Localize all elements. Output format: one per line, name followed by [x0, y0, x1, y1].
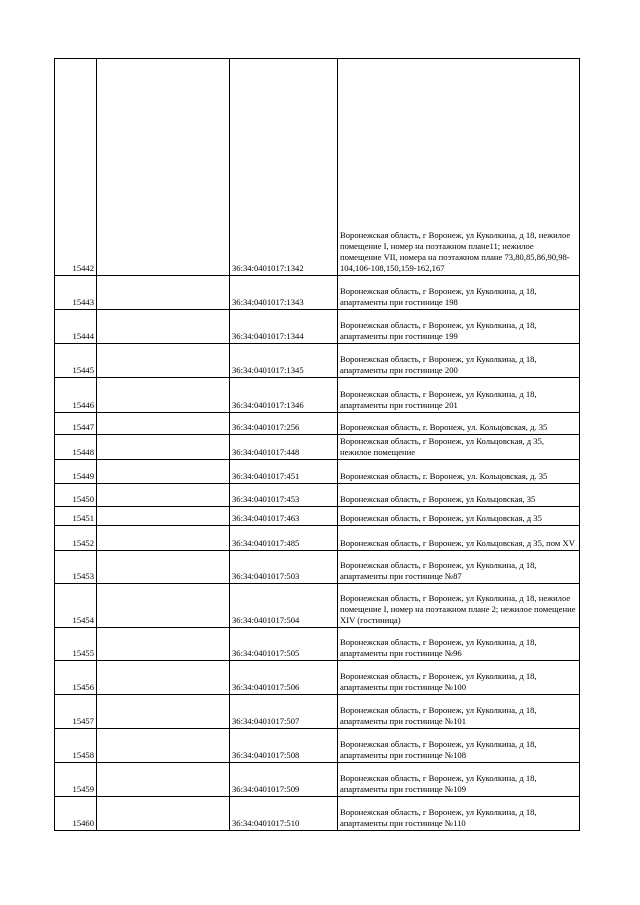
table-row [55, 435, 580, 460]
cadastral-number: 36:34:0401017:1344 [230, 310, 338, 344]
table-row [55, 378, 580, 413]
empty-cell [97, 344, 230, 378]
empty-cell [97, 551, 230, 584]
cadastral-number: 36:34:0401017:504 [230, 584, 338, 628]
address: Воронежская область, г Воронеж, ул Кольцовская, 35 [338, 484, 580, 507]
empty-cell [97, 378, 230, 413]
table-row [55, 344, 580, 378]
table-row [55, 729, 580, 763]
row-number: 15459 [55, 763, 97, 797]
table-row [55, 661, 580, 695]
address: Воронежская область, г Воронеж, ул Куколкина, д 18, апартаменты при гостинице 198 [338, 276, 580, 310]
address: Воронежская область, г Воронеж, ул Куколкина, д 18, апартаменты при гостинице №108 [338, 729, 580, 763]
cadastral-number: 36:34:0401017:1346 [230, 378, 338, 413]
empty-cell [97, 763, 230, 797]
cadastral-number: 36:34:0401017:509 [230, 763, 338, 797]
empty-cell [97, 729, 230, 763]
address: Воронежская область, г Воронеж, ул Куколкина, д 18, апартаменты при гостинице №110 [338, 797, 580, 831]
table-row [55, 460, 580, 484]
table-row [55, 695, 580, 729]
table-row [55, 484, 580, 507]
address: Воронежская область, г Воронеж, ул Куколкина, д 18, апартаменты при гостинице 200 [338, 344, 580, 378]
table-row [55, 797, 580, 831]
row-number: 15450 [55, 484, 97, 507]
address: Воронежская область, г Воронеж, ул Куколкина, д 18, апартаменты при гостинице №100 [338, 661, 580, 695]
address: Воронежская область, г Воронеж, ул Куколкина, д 18, апартаменты при гостинице 201 [338, 378, 580, 413]
row-number: 15452 [55, 526, 97, 551]
table-row [55, 628, 580, 661]
address: Воронежская область, г Воронеж, ул Куколкина, д 18, апартаменты при гостинице №109 [338, 763, 580, 797]
empty-cell [97, 484, 230, 507]
empty-cell [97, 413, 230, 435]
address: Воронежская область, г Воронеж, ул Кольцовская, д 35 [338, 507, 580, 526]
empty-cell [97, 526, 230, 551]
empty-cell [97, 435, 230, 460]
table-row [55, 763, 580, 797]
row-number: 15455 [55, 628, 97, 661]
empty-cell [97, 661, 230, 695]
table-row [55, 59, 580, 276]
empty-cell [97, 276, 230, 310]
address: Воронежская область, г Воронеж, ул Кольцовская, д 35, нежилое помещение [338, 435, 580, 460]
empty-cell [97, 310, 230, 344]
cadastral-number: 36:34:0401017:451 [230, 460, 338, 484]
table-row [55, 276, 580, 310]
cadastral-number: 36:34:0401017:453 [230, 484, 338, 507]
cadastral-number: 36:34:0401017:1345 [230, 344, 338, 378]
cadastral-number: 36:34:0401017:256 [230, 413, 338, 435]
cadastral-number: 36:34:0401017:463 [230, 507, 338, 526]
empty-cell [97, 59, 230, 276]
cadastral-number: 36:34:0401017:503 [230, 551, 338, 584]
row-number: 15458 [55, 729, 97, 763]
row-number: 15447 [55, 413, 97, 435]
row-number: 15453 [55, 551, 97, 584]
table-row [55, 551, 580, 584]
row-number: 15460 [55, 797, 97, 831]
table-row [55, 584, 580, 628]
address: Воронежская область, г Воронеж, ул Куколкина, д 18, апартаменты при гостинице №87 [338, 551, 580, 584]
empty-cell [97, 584, 230, 628]
row-number: 15446 [55, 378, 97, 413]
row-number: 15451 [55, 507, 97, 526]
row-number: 15456 [55, 661, 97, 695]
cadastral-number: 36:34:0401017:506 [230, 661, 338, 695]
cadastral-number: 36:34:0401017:507 [230, 695, 338, 729]
table-row [55, 413, 580, 435]
registry-table [54, 58, 580, 831]
address: Воронежская область, г Воронеж, ул Куколкина, д 18, апартаменты при гостинице №101 [338, 695, 580, 729]
cadastral-number: 36:34:0401017:508 [230, 729, 338, 763]
address: Воронежская область, г Воронеж, ул Куколкина, д 18, нежилое помещение I, номер на поэтажном плане 2; нежилое помещение XIV (гостиница) [338, 584, 580, 628]
row-number: 15457 [55, 695, 97, 729]
empty-cell [97, 628, 230, 661]
row-number: 15445 [55, 344, 97, 378]
address: Воронежская область, г Воронеж, ул Куколкина, д 18, апартаменты при гостинице №96 [338, 628, 580, 661]
cadastral-number: 36:34:0401017:1343 [230, 276, 338, 310]
address: Воронежская область, г Воронеж, ул Кольцовская, д 35, пом XV [338, 526, 580, 551]
row-number: 15449 [55, 460, 97, 484]
cadastral-number: 36:34:0401017:485 [230, 526, 338, 551]
row-number: 15444 [55, 310, 97, 344]
address: Воронежская область, г Воронеж, ул Куколкина, д 18, апартаменты при гостинице 199 [338, 310, 580, 344]
row-number: 15442 [55, 59, 97, 276]
cadastral-number: 36:34:0401017:505 [230, 628, 338, 661]
row-number: 15443 [55, 276, 97, 310]
table-row [55, 526, 580, 551]
cadastral-number: 36:34:0401017:510 [230, 797, 338, 831]
table-row [55, 310, 580, 344]
table-row [55, 507, 580, 526]
address: Воронежская область, г. Воронеж, ул. Кольцовская, д. 35 [338, 413, 580, 435]
cadastral-number: 36:34:0401017:448 [230, 435, 338, 460]
row-number: 15448 [55, 435, 97, 460]
empty-cell [97, 695, 230, 729]
empty-cell [97, 797, 230, 831]
empty-cell [97, 460, 230, 484]
address: Воронежская область, г. Воронеж, ул. Кольцовская, д. 35 [338, 460, 580, 484]
empty-cell [97, 507, 230, 526]
cadastral-number: 36:34:0401017:1342 [230, 59, 338, 276]
row-number: 15454 [55, 584, 97, 628]
address: Воронежская область, г Воронеж, ул Куколкина, д 18, нежилое помещение I, номер на поэтажном плане11; нежилое помещение VII, номера на поэтажном плане 73,80,85,86,90,98-104,106-108,150,159-162,167 [338, 59, 580, 276]
